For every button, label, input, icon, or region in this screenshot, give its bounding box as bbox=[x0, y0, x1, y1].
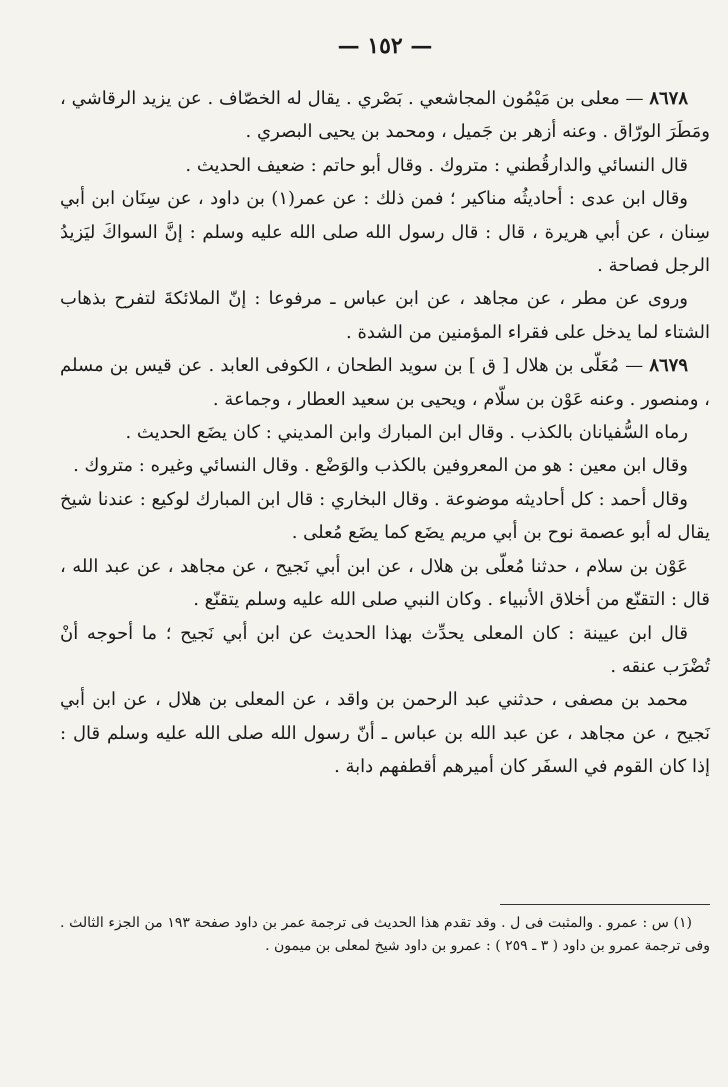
entry-number: ٨٦٧٩ bbox=[649, 355, 688, 377]
paragraph bbox=[60, 149, 710, 182]
paragraph bbox=[60, 683, 710, 783]
paragraph bbox=[60, 449, 710, 482]
entry-8679 bbox=[60, 349, 710, 416]
paragraph-text: قال النسائي والدارقُطني : متروك . وقال أبو حاتم : ضعيف الحديث . bbox=[185, 154, 688, 176]
footnote-divider bbox=[500, 904, 710, 905]
footnotes bbox=[60, 912, 710, 958]
paragraph bbox=[60, 617, 710, 684]
paragraph-text: — مُعَلّى بن هلال [ ق ] بن سويد الطحان ، الكوفى العابد . عن قيس بن مسلم ، ومنصور . وعنه عَوْن بن سلّام ، ويحيى بن سعيد العطار ، وجماعة . bbox=[60, 355, 710, 410]
paragraph-text: وقال ابن معين : هو من المعروفين بالكذب والوَضْع . وقال النسائي وغيره : متروك . bbox=[73, 455, 688, 477]
page-number: — ١٥٢ — bbox=[337, 33, 433, 59]
footnote-1: (١) س : عمرو . والمثبت فى ل . وقد تقدم هذا الحديث فى ترجمة عمر بن داود صفحة ١٩٣ من الجزء الثالث . وفى ترجمة عمرو بن داود ( ٣ ـ ٢٥٩ ) : عمرو بن داود شيخ لمعلى بن ميمون . bbox=[60, 915, 710, 954]
paragraph-text: رماه السُّفيانان بالكذب . وقال ابن المبارك وابن المديني : كان يضَع الحديث . bbox=[125, 422, 688, 444]
paragraph-text: وروى عن مطر ، عن مجاهد ، عن ابن عباس ـ مرفوعا : إنّ الملائكةَ لتفرح بذهاب الشتاء لما يدخل على فقراء المؤمنين من الشدة . bbox=[60, 288, 710, 343]
paragraph bbox=[60, 483, 710, 550]
paragraph-text: — معلى بن مَيْمُون المجاشعي . بَصْري . يقال له الخصّاف . عن يزيد الرقاشي ، ومَطَرَ الورّاق . وعنه أزهر بن جَميل ، ومحمد بن يحيى البصري . bbox=[60, 88, 710, 143]
entry-8678 bbox=[60, 82, 710, 149]
paragraph bbox=[60, 416, 710, 449]
paragraph-text: محمد بن مصفى ، حدثني عبد الرحمن بن واقد ، عن المعلى بن هلال ، عن ابن أبي نَجيح ، عن مجاهد ، عن عبد الله بن عباس ـ أنّ رسول الله صلى الله عليه وسلم قال : إذا كان القوم في السفَر كان أميرهم أقطفهم دابة . bbox=[60, 689, 710, 778]
main-text bbox=[60, 82, 710, 784]
paragraph-text: عَوْن بن سلام ، حدثنا مُعلّى بن هلال ، عن ابن أبي نَجيح ، عن مجاهد ، عن عبد الله ، قال : التقنّع من أخلاق الأنبياء . وكان النبي صلى الله عليه وسلم يتقنّع . bbox=[60, 555, 710, 611]
book-page bbox=[60, 28, 710, 1068]
paragraph-text: وقال ابن عدى : أحاديثُه مناكير ؛ فمن ذلك : عن عمر(١) بن داود ، عن سِنَان ابن أبي سِنان ، عن أبي هريرة ، قال : قال رسول الله صلى الله عليه وسلم : إنَّ السواكَ ليَزيدُ الرجل فصاحة . bbox=[60, 188, 710, 277]
paragraph-text: وقال أحمد : كل أحاديثه موضوعة . وقال البخاري : قال ابن المبارك لوكيع : عندنا شيخ يقال له أبو عصمة نوح بن أبي مريم يضَع كما يضَع مُعلى . bbox=[60, 488, 710, 544]
paragraph bbox=[60, 182, 710, 282]
paragraph bbox=[60, 550, 710, 617]
entry-number: ٨٦٧٨ bbox=[649, 88, 688, 109]
paragraph-text: قال ابن عيينة : كان المعلى يحدِّث بهذا الحديث عن ابن أبي نَجيح ؛ ما أحوجه أنْ تُضْرَب عنقه . bbox=[60, 622, 710, 677]
paragraph bbox=[60, 282, 710, 349]
